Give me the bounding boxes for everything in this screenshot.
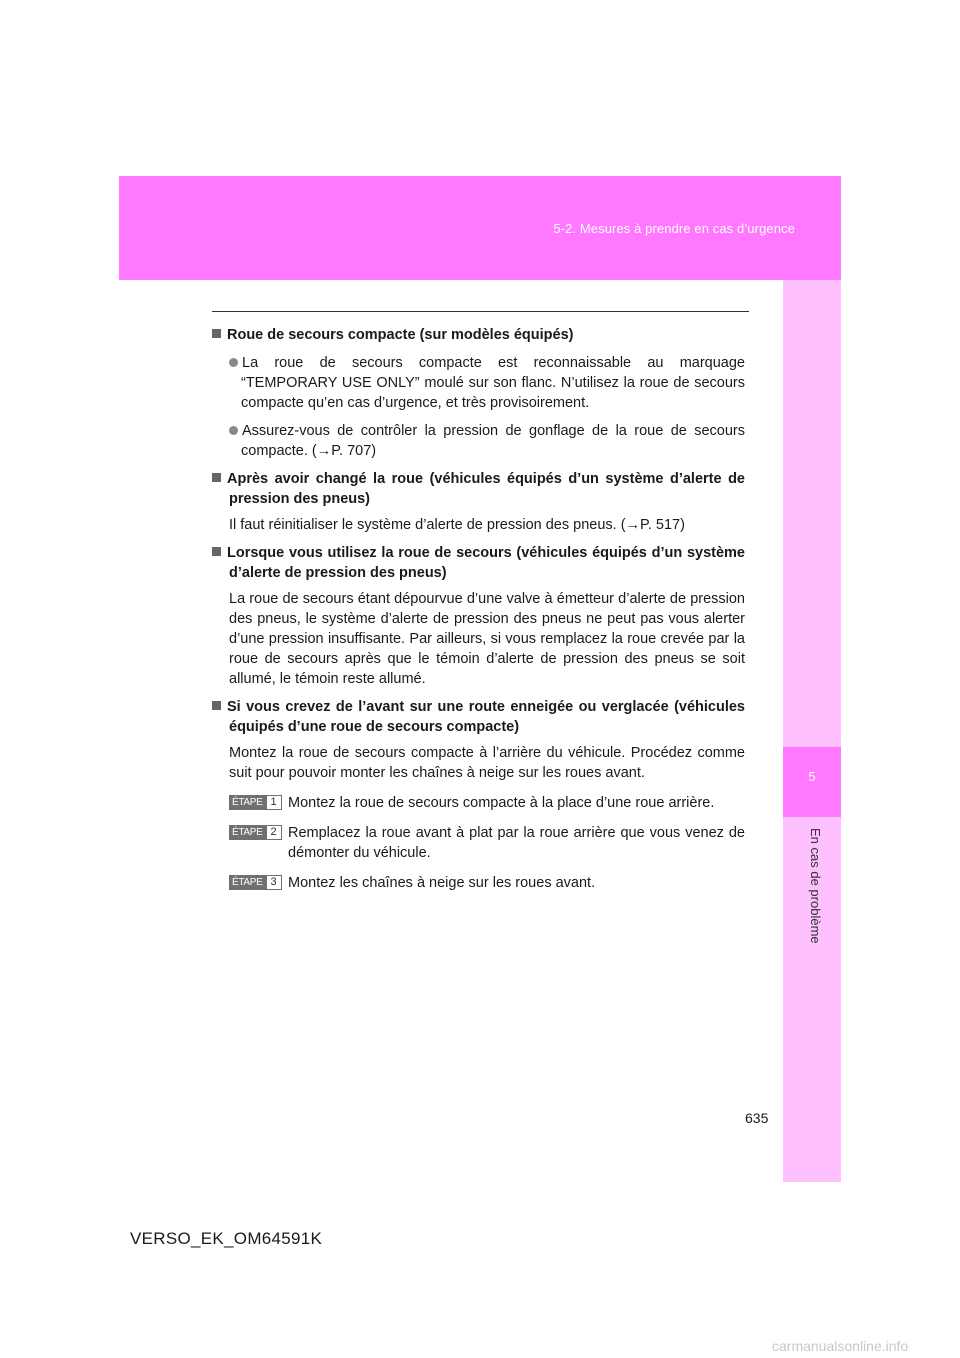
bullet-item: La roue de secours compacte est reconnaissable au marquage “TEMPORARY USE ONLY” moulé sur son flanc. N’utilisez la roue de secours compacte qu’en cas d’urgence, et très provisoirement. [212, 353, 745, 413]
divider [212, 311, 749, 312]
section-heading: Roue de secours compacte (sur modèles équipés) [212, 325, 745, 345]
dot-bullet-icon [229, 426, 238, 435]
step-badge: ÉTAPE 2 [229, 825, 282, 840]
section-heading: Lorsque vous utilisez la roue de secours (véhicules équipés d’un système d’alerte de pression des pneus) [212, 543, 745, 583]
page-number: 635 [745, 1110, 769, 1126]
bullet-item: Assurez-vous de contrôler la pression de gonflage de la roue de secours compacte. (→P. 707) [212, 421, 745, 461]
step-item: ÉTAPE 1 Montez la roue de secours compacte à la place d’une roue arrière. [212, 793, 745, 813]
section-title: 5-2. Mesures à prendre en cas d’urgence [553, 221, 795, 236]
square-bullet-icon [212, 547, 221, 556]
paragraph: Montez la roue de secours compacte à l’arrière du véhicule. Procédez comme suit pour pouvoir monter les chaînes à neige sur les roues avant. [229, 745, 745, 781]
side-tab [783, 280, 841, 1182]
dot-bullet-icon [229, 358, 238, 367]
step-badge: ÉTAPE 1 [229, 795, 282, 810]
square-bullet-icon [212, 473, 221, 482]
chapter-tab-active [783, 747, 841, 817]
chapter-label: En cas de problème [808, 828, 823, 944]
section-heading: Si vous crevez de l’avant sur une route enneigée ou verglacée (véhicules équipés d’une roue de secours compacte) [212, 697, 745, 737]
step-item: ÉTAPE 3 Montez les chaînes à neige sur les roues avant. [212, 873, 745, 893]
square-bullet-icon [212, 701, 221, 710]
paragraph: La roue de secours étant dépourvue d’une valve à émetteur d’alerte de pression des pneus, le système d’alerte de pression des pneus ne peut pas vous alerter d’une pression insuffisante. Par ailleurs, si vous remplacez la roue crevée par la roue de secours après que le témoin d’alerte de pression des pneus se soit allumé, le témoin reste allumé. [229, 591, 745, 687]
page-content [212, 325, 745, 893]
step-item: ÉTAPE 2 Remplacez la roue avant à plat par la roue arrière que vous venez de démonter du véhicule. [212, 823, 745, 863]
section-heading: Après avoir changé la roue (véhicules équipés d’un système d’alerte de pression des pneus) [212, 469, 745, 509]
square-bullet-icon [212, 329, 221, 338]
document-code: VERSO_EK_OM64591K [130, 1229, 323, 1248]
watermark: carmanualsonline.info [772, 1338, 909, 1354]
header-band [119, 176, 841, 280]
step-badge: ÉTAPE 3 [229, 875, 282, 890]
chapter-number: 5 [808, 769, 816, 784]
paragraph: Il faut réinitialiser le système d’alerte de pression des pneus. (→P. 517) [229, 517, 685, 533]
